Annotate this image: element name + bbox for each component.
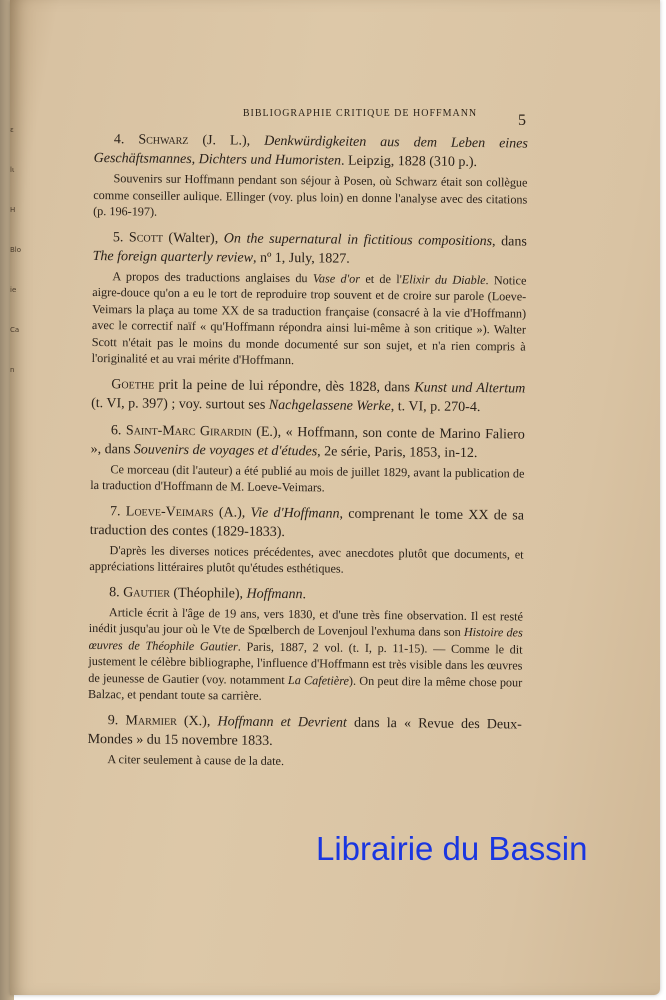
annotation: D'après les diverses notices précédentes, avec anecdotes plutôt que documents, et appréciations littéraires plutôt qu'études esthétiques. <box>89 542 524 576</box>
reference: 6. Saint-Marc Girardin (E.), « Hoffmann, son conte de Marino Faliero », dans Souvenirs de voyages et d'études, 2e série, Paris, 1853, in-12. <box>90 422 525 461</box>
author: Marmier <box>125 712 177 729</box>
journal-title: The foreign quarterly review <box>92 248 254 266</box>
reference: 9. Marmier (X.), Hoffmann et Devrient dans la « Revue des Deux-Mondes » du 15 novembre 1833. <box>87 712 522 749</box>
work-title: Vie d'Hoffmann <box>250 505 340 522</box>
annotation: Article écrit à l'âge de 19 ans, vers 1830, et d'une très fine observation. Il est resté inédit jusqu'au jour où le Vte de Spœlberch de Lovenjoul l'exhuma dans son Histoire des œuvres de Théophile Gautier. Paris, 1887, 2 vol. (t. I, p. 11-15). — Comme le dit justement le célèbre bibliographe, l'influence d'Hoffmann est très visible dans les œuvres de jeunesse de Gautier (voy. notamment La Cafetière). On peut dire la même chose pour Balzac, et pendant toute sa carrière. <box>88 604 524 703</box>
reference: 5. Scott (Walter), On the supernatural in fictitious compositions, dans The foreign quarterly review, nº 1, July, 1827. <box>92 229 527 267</box>
author: Scott <box>128 229 163 246</box>
author: Saint-Marc Girardin <box>125 422 252 440</box>
reference: 8. Gautier (Théophile), Hoffmann. <box>109 584 307 602</box>
entry-8 <box>88 582 523 707</box>
author: Gautier <box>123 584 171 601</box>
work-title: Hoffmann et Devrient <box>217 713 347 731</box>
work-title: Souvenirs de voyages et d'études <box>133 441 318 459</box>
entry-9 <box>87 710 522 771</box>
annotation: A propos des traductions anglaises du Vase d'or et de l'Elixir du Diable. Notice aigre-douce qu'on a eu le tort de reproduire trop souvent et de croire sur parole (Loeve-Veimars la plaça au tome XX de sa traduction française (consacré à la vie d'Hoffmann) avec le correctif naïf « qu'Hoffmann répondra ainsi lui-même à son critique »). Walter Scott n'était pas le moins du monde documenté sur son sujet, et n'a rien compris à l'originalité et au vrai mérite d'Hoffmann. <box>91 268 527 368</box>
margin-text-fragments: ε lι H Blo ie Ca n <box>10 126 22 374</box>
author: Loeve-Veimars <box>125 503 214 520</box>
author: Schwarz <box>138 132 189 148</box>
entry-5 <box>92 227 527 371</box>
reference: Goethe prit la peine de lui répondre, dès 1828, dans Kunst und Altertum (t. VI, p. 397) ; voy. surtout ses Nachgelassene Werke, t. VI, p. 270-4. <box>91 376 526 415</box>
running-header: BIBLIOGRAPHIE CRITIQUE DE HOFFMANN <box>242 108 478 119</box>
reference: 7. Loeve-Veimars (A.), Vie d'Hoffmann, comprenant le tome XX de sa traduction des contes (1829-1833). <box>89 503 525 540</box>
entry-6 <box>90 420 525 498</box>
work-title: On the supernatural in fictitious compositions <box>223 230 493 249</box>
seller-watermark: Librairie du Bassin <box>316 830 588 867</box>
entry-goethe <box>91 374 525 417</box>
author: Goethe <box>111 376 155 393</box>
work-title: Denkwürdigkeiten aus dem Leben eines Geschäftsmannes, Dichters und Humoristen <box>93 133 528 169</box>
page-number: 5 <box>518 112 526 129</box>
annotation: Ce morceau (dit l'auteur) a été publié au mois de juillet 1829, avant la publication de la traduction d'Hoffmann de M. Loeve-Veimars. <box>90 461 525 495</box>
annotation: Souvenirs sur Hoffmann pendant son séjour à Posen, où Schwarz était son collègue comme conseiller aulique. Ellinger (voy. plus loin) en donne l'analyse avec des citations (p. 196-197). <box>93 171 528 219</box>
entry-7 <box>89 501 524 579</box>
work-title: Hoffmann <box>246 586 303 602</box>
bibliography-content <box>87 130 528 780</box>
entry-4 <box>93 130 528 224</box>
reference: 4. Schwarz (J. L.), Denkwürdigkeiten aus dem Leben eines Geschäftsmannes, Dichters und Humoristen. Leipzig, 1828 (310 p.). <box>93 132 528 171</box>
annotation: A citer seulement à cause de la date. <box>107 751 285 768</box>
